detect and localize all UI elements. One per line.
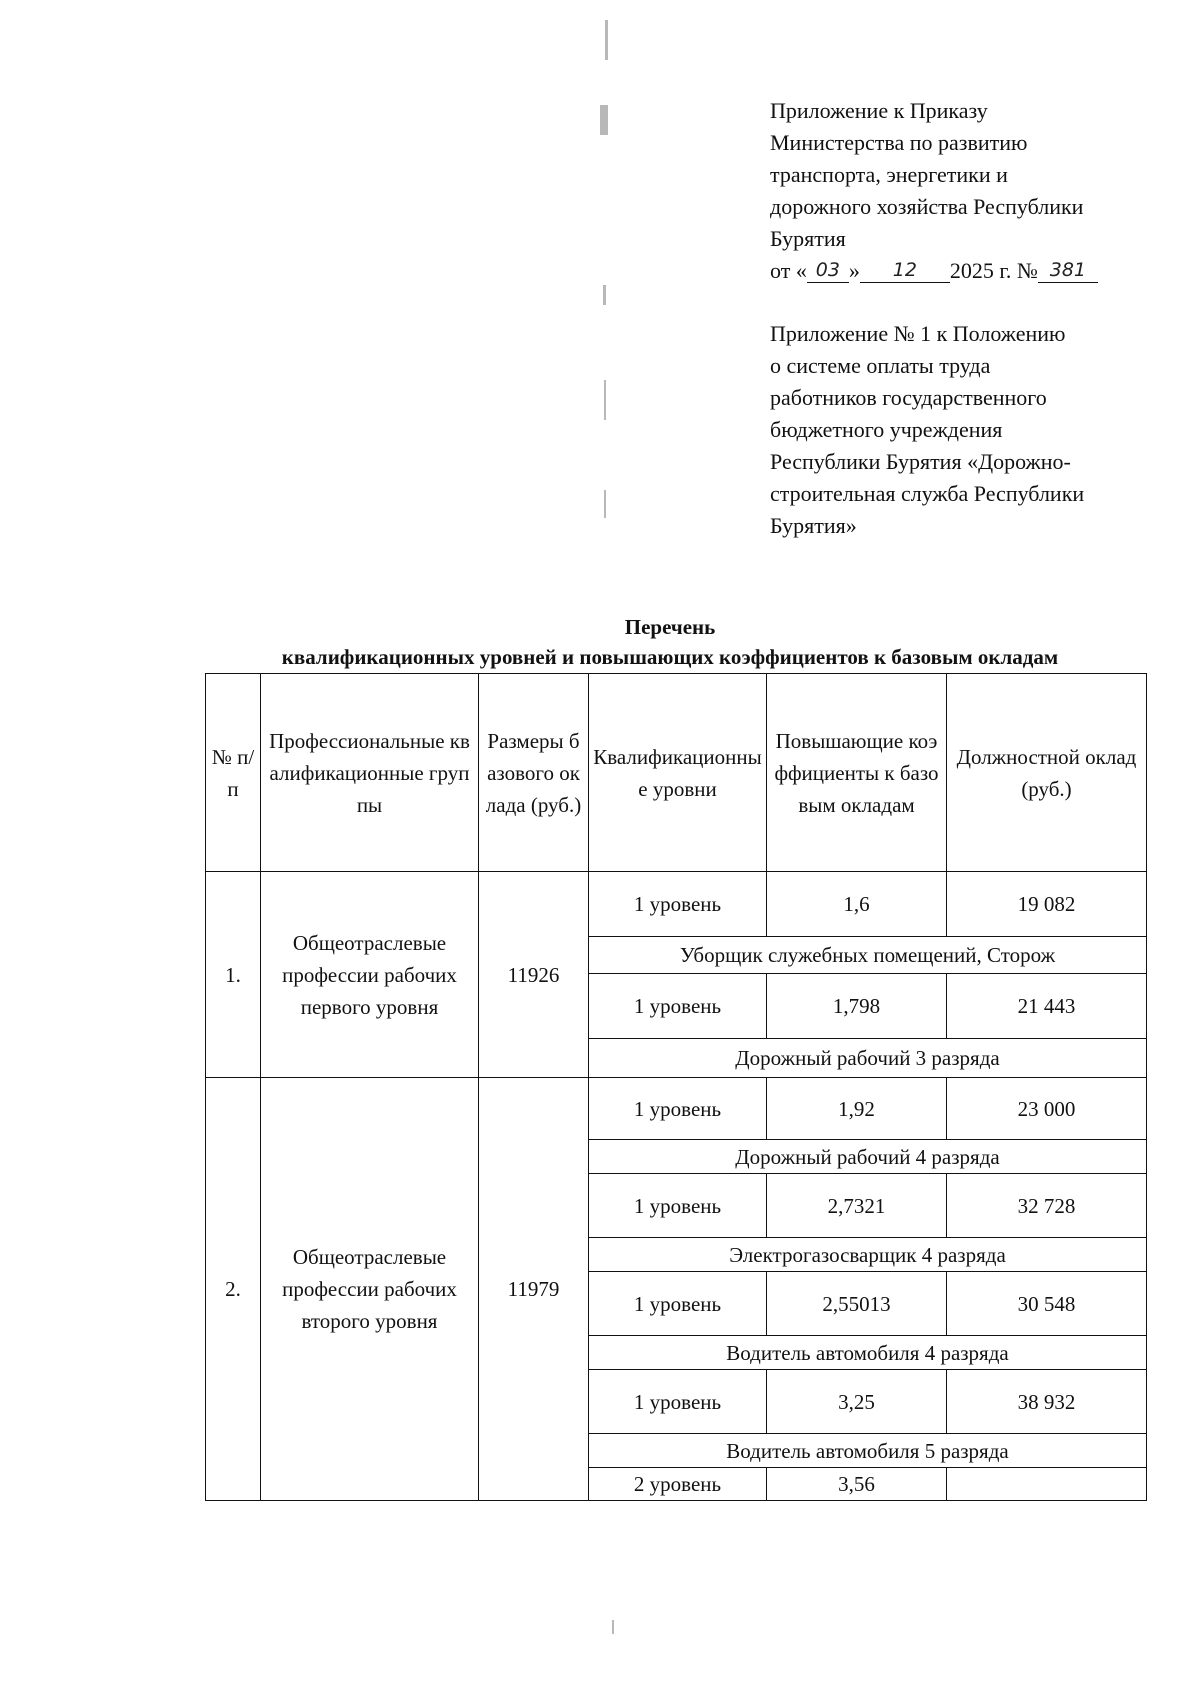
job-title-cell: Водитель автомобиля 5 разряда: [589, 1434, 1147, 1468]
coefficient-cell: 3,25: [767, 1370, 947, 1434]
salary-cell: 32 728: [947, 1174, 1147, 1238]
order-appendix-line: Министерства по развитию: [770, 130, 1028, 155]
regulation-appendix-line: бюджетного учреждения: [770, 417, 1003, 442]
salary-cell: 21 443: [947, 974, 1147, 1039]
table-header-row: [206, 674, 1147, 872]
document-title: Перечень: [624, 615, 716, 639]
header-salary: Должностной оклад (руб.): [947, 674, 1147, 872]
level-cell: 1 уровень: [589, 1272, 767, 1336]
job-title-cell: Электрогазосварщик 4 разряда: [589, 1238, 1147, 1272]
header-num: № п/п: [206, 674, 261, 872]
salary-cell: 30 548: [947, 1272, 1147, 1336]
salary-cell: 23 000: [947, 1078, 1147, 1140]
group-num: 1.: [206, 872, 261, 1078]
coefficient-cell: 1,92: [767, 1078, 947, 1140]
order-appendix-block: [770, 95, 1140, 287]
header-level: Квалификационные уровни: [589, 674, 767, 872]
job-title-cell: Дорожный рабочий 3 разряда: [589, 1039, 1147, 1078]
salary-cell: [947, 1468, 1147, 1501]
order-appendix-line: Приложение к Приказу: [770, 98, 988, 123]
level-cell: 1 уровень: [589, 1370, 767, 1434]
job-title-cell: Водитель автомобиля 4 разряда: [589, 1336, 1147, 1370]
coefficient-cell: 1,798: [767, 974, 947, 1039]
header-base-salary: Размеры базового оклада (руб.): [479, 674, 589, 872]
regulation-appendix-line: работников государственного: [770, 385, 1047, 410]
salary-cell: 19 082: [947, 872, 1147, 937]
group-num: 2.: [206, 1078, 261, 1501]
regulation-appendix-line: Бурятия»: [770, 513, 857, 538]
scan-artifact: [605, 20, 608, 60]
order-date-line: [770, 255, 1140, 287]
level-cell: 1 уровень: [589, 1078, 767, 1140]
salary-cell: 38 932: [947, 1370, 1147, 1434]
scan-artifact: [612, 1620, 614, 1634]
order-appendix-line: Бурятия: [770, 226, 846, 251]
level-cell: 1 уровень: [589, 1174, 767, 1238]
header-group: Профессиональные квалификационные группы: [261, 674, 479, 872]
level-cell: 1 уровень: [589, 872, 767, 937]
job-title-cell: Дорожный рабочий 4 разряда: [589, 1140, 1147, 1174]
document-subtitle: квалификационных уровней и повышающих коэффициентов к базовым окладам: [281, 645, 1059, 669]
order-appendix-line: транспорта, энергетики и: [770, 162, 1008, 187]
regulation-appendix-line: строительная служба Республики: [770, 481, 1085, 506]
date-year: 2025 г. №: [949, 258, 1038, 283]
salary-table: [205, 673, 1147, 1501]
regulation-appendix-line: Приложение № 1 к Положению: [770, 321, 1066, 346]
handwritten-day: 03: [807, 258, 849, 283]
handwritten-month: 12: [860, 258, 950, 283]
regulation-appendix-line: Республики Бурятия «Дорожно-: [770, 449, 1071, 474]
header-coefficient: Повышающие коэффициенты к базовым окладам: [767, 674, 947, 872]
regulation-appendix-block: [770, 318, 1140, 542]
scan-artifact: [604, 490, 606, 518]
date-mid: »: [848, 258, 860, 283]
coefficient-cell: 1,6: [767, 872, 947, 937]
handwritten-order-number: 381: [1038, 258, 1098, 283]
scan-artifact: [603, 285, 606, 305]
date-prefix: от «: [770, 258, 807, 283]
scan-artifact: [600, 105, 608, 135]
table-row: [206, 1078, 1147, 1140]
job-title-cell: Уборщик служебных помещений, Сторож: [589, 937, 1147, 974]
table-row: [206, 872, 1147, 937]
scan-artifact: [604, 380, 606, 420]
order-appendix-line: дорожного хозяйства Республики: [770, 194, 1084, 219]
coefficient-cell: 3,56: [767, 1468, 947, 1501]
level-cell: 2 уровень: [589, 1468, 767, 1501]
group-name: Общеотраслевые профессии рабочих второго уровня: [261, 1078, 479, 1501]
regulation-appendix-line: о системе оплаты труда: [770, 353, 991, 378]
group-base-salary: 11926: [479, 872, 589, 1078]
coefficient-cell: 2,55013: [767, 1272, 947, 1336]
group-name: Общеотраслевые профессии рабочих первого уровня: [261, 872, 479, 1078]
level-cell: 1 уровень: [589, 974, 767, 1039]
group-base-salary: 11979: [479, 1078, 589, 1501]
coefficient-cell: 2,7321: [767, 1174, 947, 1238]
